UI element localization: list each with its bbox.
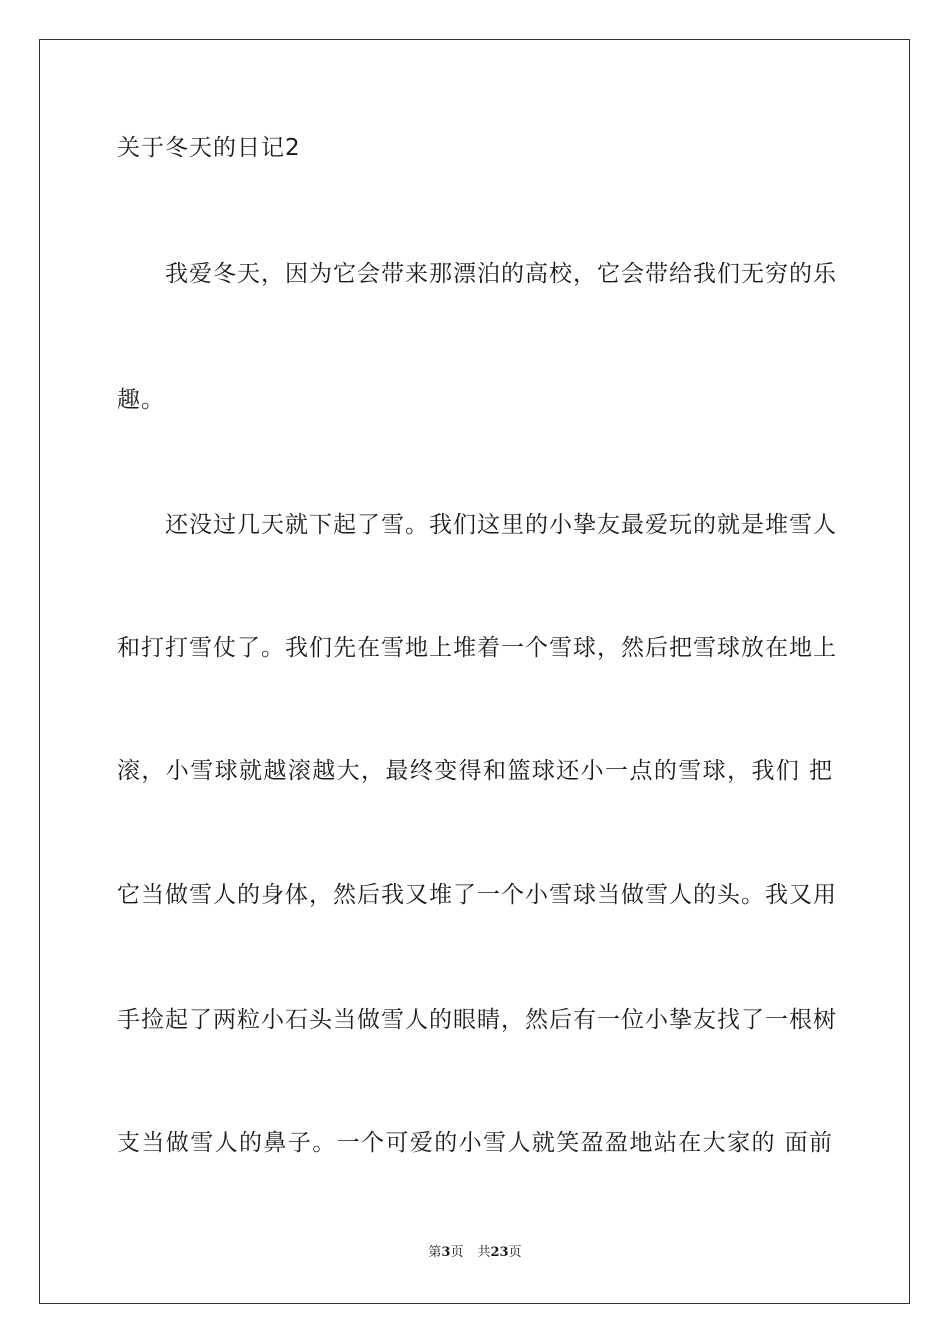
paragraph-line: 趣。: [117, 387, 165, 413]
page-prefix: 第: [428, 1245, 442, 1260]
page-suffix: 页: [450, 1245, 464, 1260]
paragraph-line: 还没过几天就下起了雪。我们这里的小挚友最爱玩的就是堆雪人: [165, 512, 837, 538]
paragraph-line: 和打打雪仗了。我们先在雪地上堆着一个雪球，然后把雪球放在地上: [117, 635, 837, 661]
paragraph-line: 滚，小雪球就越滚越大，最终变得和篮球还小一点的雪球，我们 把: [117, 758, 833, 784]
document-heading: 关于冬天的日记2: [117, 135, 301, 161]
page-border: [39, 39, 910, 1304]
total-suffix: 页: [508, 1245, 522, 1260]
paragraph-line: 我爱冬天，因为它会带来那漂泊的高校，它会带给我们无穷的乐: [165, 261, 837, 287]
page-total: 23: [490, 1245, 509, 1260]
paragraph-line: 它当做雪人的身体，然后我又堆了一个小雪球当做雪人的头。我又用: [117, 882, 837, 908]
paragraph-line: 手捡起了两粒小石头当做雪人的眼睛，然后有一位小挚友找了一根树: [117, 1007, 837, 1033]
total-prefix: 共: [477, 1245, 491, 1260]
page-footer: [0, 1244, 950, 1262]
paragraph-line: 支当做雪人的鼻子。一个可爱的小雪人就笑盈盈地站在大家的 面前: [117, 1130, 833, 1156]
page-current: 3: [441, 1245, 451, 1260]
